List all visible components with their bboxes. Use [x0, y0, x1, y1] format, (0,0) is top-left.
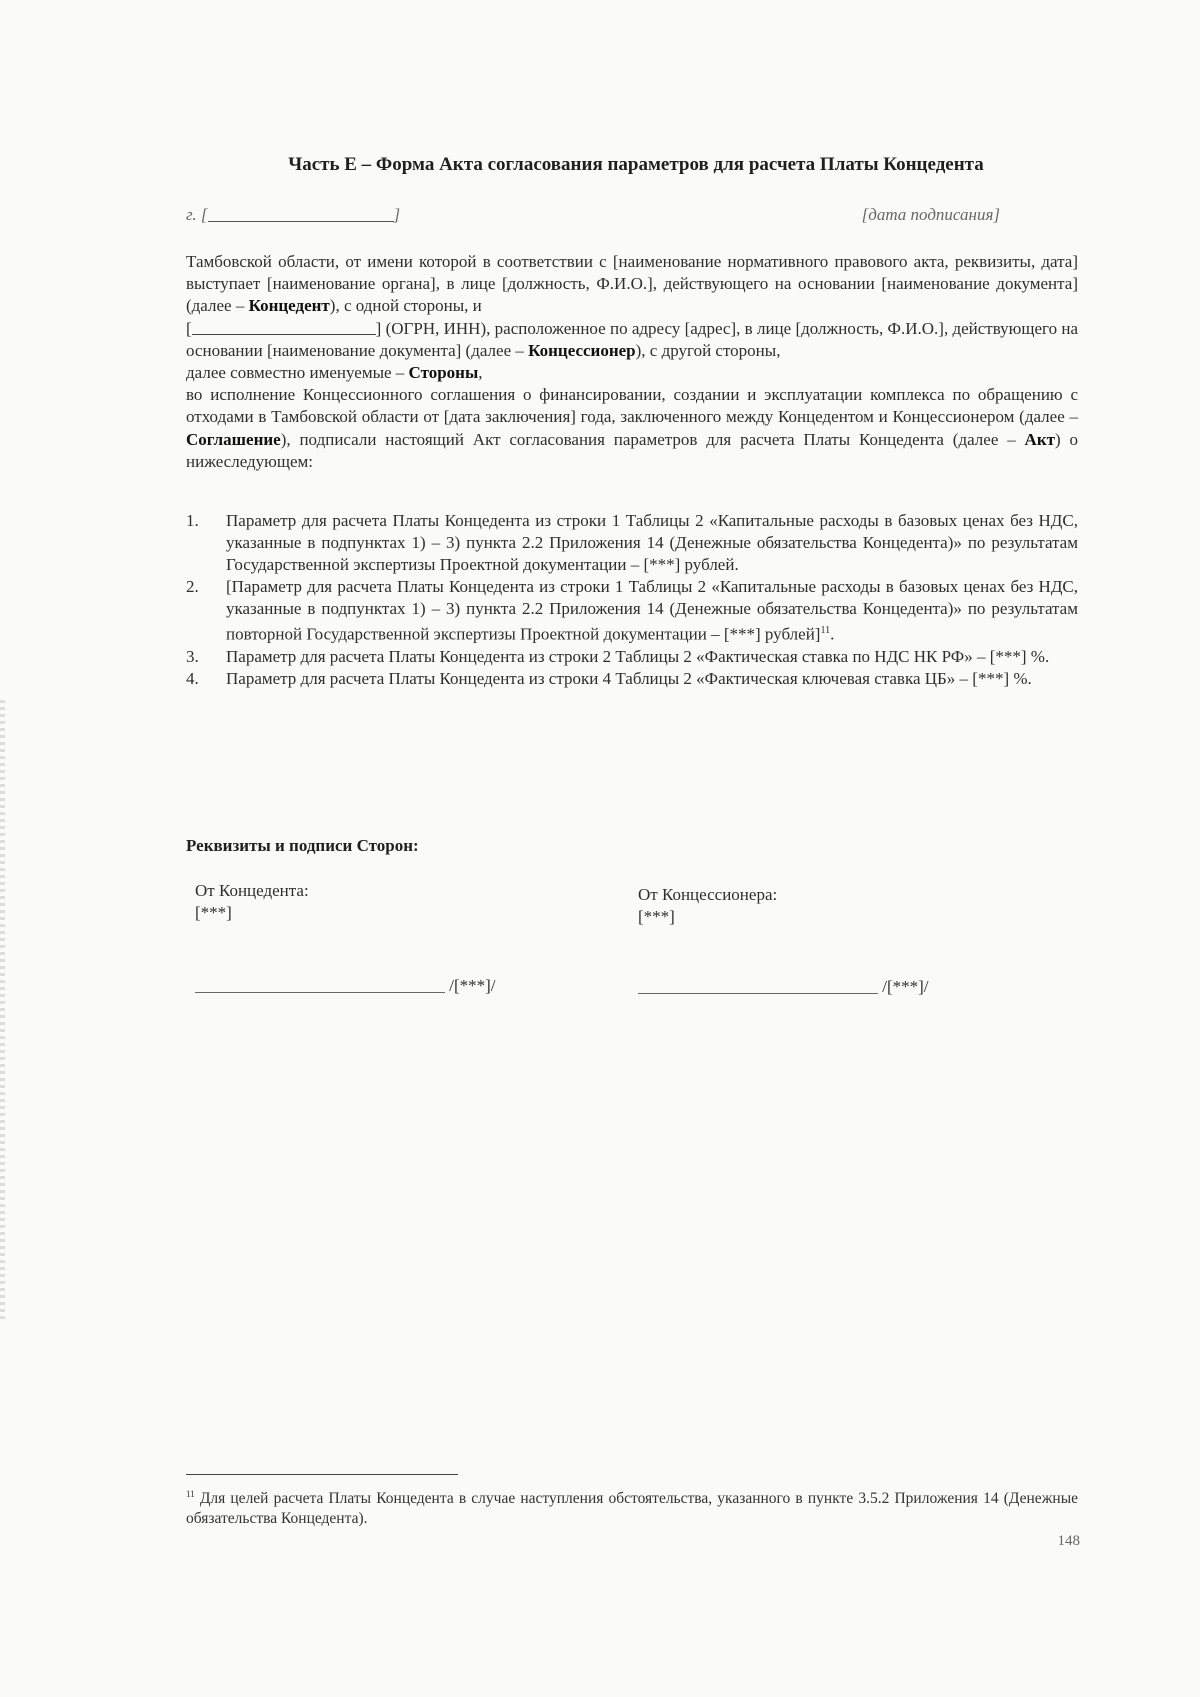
page-number: 148	[1057, 1533, 1080, 1549]
list-item-number: 3.	[186, 646, 199, 666]
footnote	[186, 1484, 1078, 1529]
concessionaire-block	[638, 884, 777, 928]
scan-edge-artifact	[0, 700, 5, 1320]
signature-underline	[638, 979, 878, 994]
grantor-signature-name: /[***]/	[449, 976, 496, 995]
list-item-number: 2.	[186, 577, 199, 596]
concessionaire-signature-line	[638, 977, 929, 997]
grantor-label: От Концедента:	[195, 881, 309, 900]
list-item	[186, 510, 1078, 576]
preamble-concessionaire: [ ] (ОГРН, ИНН), расположенное по адресу [адрес], в лице [должность, Ф.И.О.], действующего на основании [наименование документа] (далее – Концессионер), с другой стороны,	[186, 318, 1078, 360]
signatures-heading: Реквизиты и подписи Сторон:	[186, 836, 419, 855]
preamble-parties: далее совместно именуемые – Стороны,	[186, 363, 483, 383]
list-item-number: 1.	[186, 511, 199, 530]
signing-date-placeholder: [дата подписания]	[861, 205, 1000, 224]
list-item-text: Параметр для расчета Платы Концедента из строки 2 Таблицы 2 «Фактическая ставка по НДС НК РФ» – [***] %.	[226, 646, 1050, 666]
concessionaire-name: [***]	[638, 907, 675, 926]
place-line	[186, 205, 400, 225]
list-item	[186, 576, 1078, 646]
list-item-text: Параметр для расчета Платы Концедента из строки 4 Таблицы 2 «Фактическая ключевая ставка ЦБ» – [***] %.	[226, 668, 1032, 688]
list-item-text: [Параметр для расчета Платы Концедента из строки 1 Таблицы 2 «Капитальные расходы в базовых ценах без НДС, указанные в подпунктах 1) – 3) пункта 2.2 Приложения 14 (Денежные обязательства Концедента)» по результатам повторной Государственной экспертизы Проектной документации – [***] рублей]$^{11}$.	[226, 577, 1078, 644]
preamble-grantor: Тамбовской области, от имени которой в соответствии с [наименование нормативного правового акта, реквизиты, дата] выступает [наименование органа], в лице [должность, Ф.И.О.], действующего на основании [наименование документа] (далее – Концедент), с одной стороны, и	[186, 252, 1078, 316]
place-suffix: ]	[393, 205, 401, 224]
signature-underline	[195, 978, 445, 993]
footnote-reference[interactable]: 11	[820, 625, 831, 636]
company-blank	[192, 319, 376, 335]
list-item	[186, 668, 1078, 690]
footnote-mark: 11	[186, 1489, 195, 1499]
grantor-signature-line	[195, 976, 496, 996]
parameters-list	[186, 510, 1078, 690]
concessionaire-label: От Концессионера:	[638, 885, 778, 904]
document-title: Часть Е – Форма Акта согласования параметров для расчета Платы Концедента	[288, 154, 984, 175]
preamble	[186, 251, 1078, 473]
footnote-text: Для целей расчета Платы Концедента в случае наступления обстоятельства, указанного в пункте 3.5.2 Приложения 14 (Денежные обязательства Концедента).	[186, 1490, 1078, 1528]
concessionaire-signature-name: /[***]/	[882, 977, 929, 996]
grantor-block	[195, 880, 309, 924]
list-item-number: 4.	[186, 668, 199, 688]
place-blank	[208, 205, 394, 222]
preamble-agreement: во исполнение Концессионного соглашения о финансировании, создании и эксплуатации комплекса по обращению с отходами в Тамбовской области от [дата заключения] года, заключенного между Концедентом и Концессионером (далее – Соглашение), подписали настоящий Акт согласования параметров для расчета Платы Концедента (далее – Акт) о нижеследующем:	[186, 385, 1078, 471]
footnote-separator	[186, 1474, 458, 1475]
list-item-text: Параметр для расчета Платы Концедента из строки 1 Таблицы 2 «Капитальные расходы в базовых ценах без НДС, указанные в подпунктах 1) – 3) пункта 2.2 Приложения 14 (Денежные обязательства Концедента)» по результатам Государственной экспертизы Проектной документации – [***] рублей.	[226, 511, 1078, 574]
grantor-name: [***]	[195, 903, 232, 922]
place-prefix: г. [	[186, 205, 208, 224]
list-item	[186, 646, 1078, 668]
